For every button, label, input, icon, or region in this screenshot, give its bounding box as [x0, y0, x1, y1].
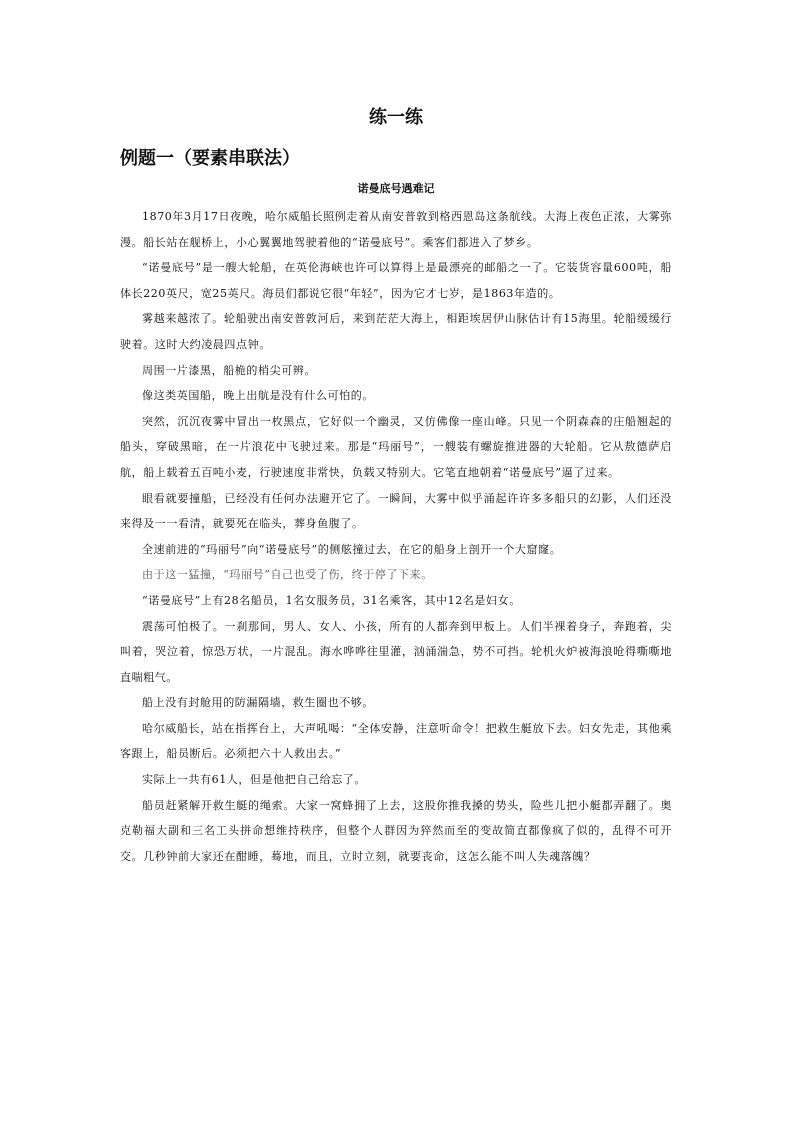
paragraph: 由于这一猛撞，“玛丽号”自己也受了伤，终于停了下来。 [142, 568, 433, 582]
page-title: 练一练 [369, 107, 423, 128]
paragraph: “诺曼底号”是一艘大轮船，在英伦海峡也许可以算得上是最漂亮的邮船之一了。它装货容量600吨，船体长220英尺，宽25英尺。海员们都说它很“年轻”，因为它才七岁，是1863年造的。 [120, 261, 672, 300]
paragraph: 突然，沉沉夜雾中冒出一枚黑点，它好似一个幽灵，又仿佛像一座山峰。只见一个阴森森的庄船翘起的船头，穿破黑暗，在一片浪花中飞驶过来。那是“玛丽号”，一艘装有螺旋推进器的大轮船。它从敖德萨启航，船上载着五百吨小麦，行驶速度非常快，负载又特别大。它笔直地朝着“诺曼底号”逼了过来。 [120, 414, 672, 479]
paragraph: “诺曼底号”上有28名船员，1名女服务员，31名乘客，其中12名是妇女。 [142, 593, 521, 607]
paragraph: 1870年3月17日夜晚，哈尔威船长照例走着从南安普敦到格西恩岛这条航线。大海上夜色正浓，大雾弥漫。船长站在舰桥上，小心翼翼地驾驶着他的“诺曼底号”。乘客们都进入了梦乡。 [120, 210, 672, 249]
paragraph: 实际上一共有61人，但是他把自己给忘了。 [142, 773, 366, 787]
paragraph: 雾越来越浓了。轮船驶出南安普敦河后，来到茫茫大海上，相距埃居伊山脉估计有15海里。轮船缓缓行驶着。这时大约凌晨四点钟。 [120, 312, 672, 351]
paragraph: 船员赶紧解开救生艇的绳索。大家一窝蜂拥了上去，这股你推我搡的势头，险些儿把小艇都弄翻了。奥克勒福大副和三名工头拼命想维持秩序，但整个人群因为猝然而至的变故简直都像疯了似的，乱得不可开交。几秒钟前大家还在酣睡，蓦地，而且，立时立刻，就要丧命，这怎么能不叫人失魂落魄？ [120, 798, 672, 863]
paragraph: 全速前进的“玛丽号”向“诺曼底号”的侧舷撞过去，在它的船身上剖开一个大窟窿。 [142, 542, 562, 556]
section-heading: 例题一（要素串联法） [120, 148, 300, 169]
paragraph: 像这类英国船，晚上出航是没有什么可怕的。 [142, 389, 374, 403]
paragraph: 哈尔威船长，站在指挥台上，大声吼喝：“全体安静，注意听命令！把救生艇放下去。妇女先走，其他乘客跟上，船员断后。必须把六十人救出去。” [120, 721, 672, 761]
paragraph: 周围一片漆黑，船桅的梢尖可辨。 [142, 363, 316, 377]
paragraph: 船上没有封舱用的防漏隔墙，救生圈也不够。 [142, 696, 374, 710]
paragraph: 眼看就要撞船，已经没有任何办法避开它了。一瞬间，大雾中似乎涌起许许多多船只的幻影，人们还没来得及一一看清，就要死在临头，葬身鱼腹了。 [120, 491, 672, 531]
article-body [120, 204, 672, 869]
paragraph: 震荡可怕极了。一刹那间，男人、女人、小孩，所有的人都奔到甲板上。人们半裸着身子，奔跑着，尖叫着，哭泣着，惊恐万状，一片混乱。海水哗哗往里灌，汹涌湍急，势不可挡。轮机火炉被海浪呛得嘶嘶地直喘粗气。 [120, 619, 672, 684]
article-title: 诺曼底号遇难记 [357, 182, 435, 195]
